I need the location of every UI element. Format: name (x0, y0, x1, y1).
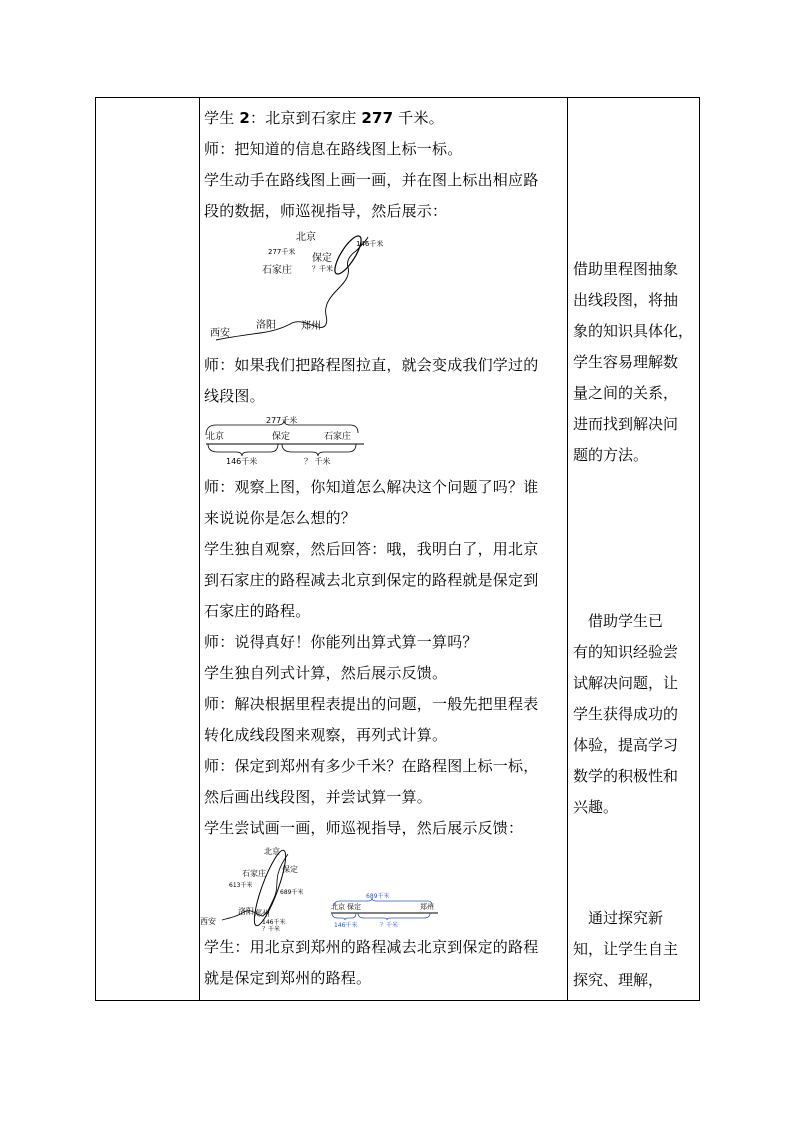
text-line: 然后画出线段图，并尝试算一算。 (204, 788, 433, 806)
seg2-right-label: ？千米 (380, 922, 399, 929)
label2-unknown: ？千米 (262, 926, 281, 932)
label2-shijiazhuang: 石家庄 (242, 869, 266, 878)
note-block-3 (568, 903, 700, 996)
label-beijing: 北京 (296, 232, 316, 243)
note-block-2 (568, 606, 700, 823)
route-map-svg-2 (200, 844, 567, 932)
seg1-label-a: 北京 (206, 432, 225, 442)
text-line: 学生：用北京到郑州的路程减去北京到保定的路程 (204, 938, 539, 956)
seg2-label-b: 保定 (347, 903, 361, 911)
seg1-label-b: 保定 (272, 432, 291, 442)
text-line: 学生独自列式计算，然后展示反馈。 (204, 664, 448, 682)
route-map-figure-2 (200, 844, 567, 932)
design-intent-column (568, 98, 700, 996)
text-line: 石家庄的路程。 (204, 602, 311, 620)
lesson-table (95, 97, 700, 1001)
note-line: 学生容易理解数 (573, 353, 679, 371)
text-line: 学生尝试画一画，师巡视指导，然后展示反馈： (204, 819, 524, 837)
segment-diagram-1 (200, 412, 567, 472)
note-line: 借助里程图抽象 (573, 260, 679, 278)
label2-beijing: 北京 (264, 847, 280, 856)
note-line: 题的方法。 (573, 446, 649, 464)
segment-svg-1 (200, 412, 567, 472)
note-line: 体验，提高学习 (573, 736, 679, 754)
note-line: 兴趣。 (573, 798, 619, 816)
text-line: 就是保定到郑州的路程。 (204, 969, 372, 987)
text-line: 师：观察上图，你知道怎么解决这个问题了吗？谁 (204, 478, 539, 496)
note-line: 知，让学生自主 (573, 940, 679, 958)
seg1-label-c: 石家庄 (324, 432, 352, 442)
seg1-left-brace (208, 444, 278, 456)
note-block-1 (568, 254, 700, 471)
text-line: 师：保定到郑州有多少千米？在路程图上标一标， (204, 757, 539, 775)
note-line: 量之间的关系， (573, 384, 679, 402)
text-line: 段的数据，师巡视指导，然后展示： (204, 202, 448, 220)
text-line: 师：如果我们把路程图拉直，就会变成我们学过的 (204, 356, 539, 374)
seg1-top-label: 277千米 (266, 416, 298, 425)
text-line: 学生独自观察，然后回答：哦，我明白了，用北京 (204, 540, 539, 558)
note-line: 象的知识具体化， (573, 322, 694, 340)
label-zhengzhou: 郑州 (301, 321, 321, 332)
text-line: 转化成线段图来观察，再列式计算。 (204, 726, 448, 744)
text-line: 学生动手在路线图上画一画，并在图上标出相应路 (204, 171, 539, 189)
label-unknown-km: ？千米 (312, 265, 333, 273)
label-baoding: 保定 (312, 253, 332, 264)
label2-689km: 689千米 (280, 889, 304, 896)
label-277km: 277千米 (268, 248, 296, 256)
seg2-label-c: 郑州 (420, 903, 434, 911)
text-line: 学生 2：北京到石家庄 277 千米。 (204, 109, 444, 127)
text-line: 师：说得真好！你能列出算式算一算吗？ (204, 633, 478, 651)
text-line: 来说说你是怎么想的？ (204, 509, 357, 527)
note-line: 进而找到解决问 (573, 415, 679, 433)
note-line: 试解决问题，让 (573, 674, 679, 692)
seg1-left-label: 146千米 (226, 457, 258, 466)
route-map-svg-1 (200, 227, 567, 350)
text-line: 到石家庄的路程减去北京到保定的路程就是保定到 (204, 571, 539, 589)
note-line: 通过探究新 (573, 909, 664, 927)
note-line: 数学的积极性和 (573, 767, 679, 785)
note-line: 探究、理解， (573, 971, 664, 989)
label-shijiazhuang: 石家庄 (262, 265, 292, 276)
text-line: 师：解决根据里程表提出的问题，一般先把里程表 (204, 695, 539, 713)
note-line: 学生获得成功的 (573, 705, 679, 723)
text-line: 线段图。 (204, 387, 265, 405)
seg1-right-brace (282, 444, 356, 456)
seg2-left-brace (332, 913, 356, 920)
label2-baoding: 保定 (282, 865, 298, 874)
label2-146km: 146千米 (262, 919, 286, 926)
route-map-figure-1 (200, 227, 567, 350)
label-146km: 146千米 (356, 240, 384, 248)
label2-luoyang: 洛阳 (238, 907, 254, 916)
note-line: 有的知识经验尝 (573, 643, 679, 661)
note-line: 出线段图，将抽 (573, 291, 679, 309)
label2-613km: 613千米 (229, 882, 253, 889)
seg2-label-a: 北京 (331, 903, 345, 911)
label-xian: 西安 (210, 328, 230, 339)
label2-xian: 西安 (200, 917, 216, 926)
note-line: 借助学生已 (573, 612, 664, 630)
label2-zhengzhou: 郑州 (254, 909, 270, 918)
seg2-top-label: 689千米 (366, 893, 390, 900)
seg2-right-brace (358, 913, 430, 920)
text-line: 师：把知道的信息在路线图上标一标。 (204, 140, 463, 158)
teaching-process-column (200, 98, 567, 994)
label-luoyang: 洛阳 (256, 320, 276, 331)
seg2-left-label: 146千米 (334, 922, 358, 929)
seg1-right-label: ？ 千米 (304, 457, 331, 466)
